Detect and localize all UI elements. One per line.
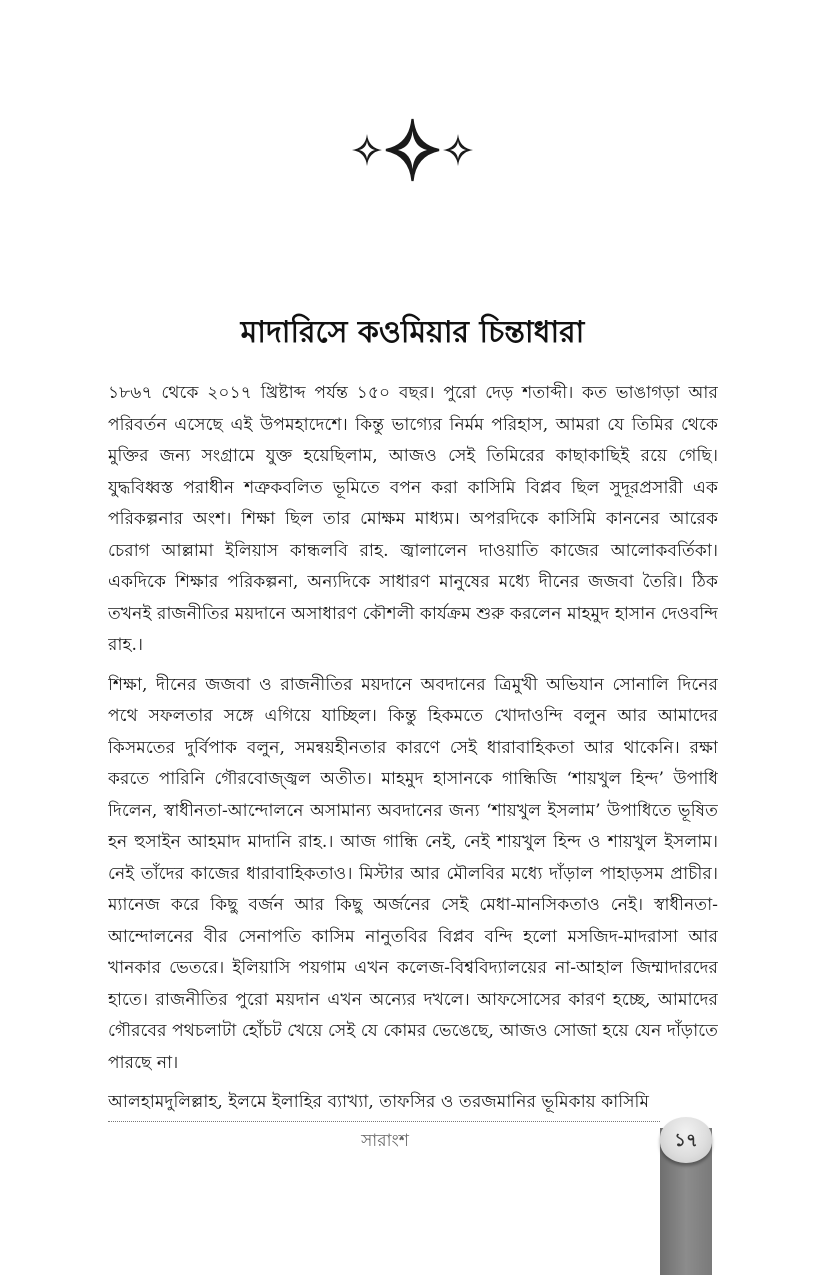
footer-divider <box>108 1121 660 1122</box>
chapter-title: মাদারিসে কওমিয়ার চিন্তাধারা <box>240 315 585 350</box>
page-number: ১৭ <box>674 1130 698 1151</box>
paragraph-3: আলহামদুলিল্লাহ, ইলমে ইলাহির ব্যাখ্যা, তাফসির ও তরজমানির ভূমিকায় কাসিমি <box>108 1092 650 1112</box>
paragraph-1: ১৮৬৭ থেকে ২০১৭ খ্রিষ্টাব্দ পর্যন্ত ১৫০ বছর। পুরো দেড় শতাব্দী। কত ভাঙাগড়া আর পরিবর্তন এসেছে এই উপমহাদেশে। কিন্তু ভাগ্যের নির্মম পরিহাস, আমরা যে তিমির থেকে মুক্তির জন্য সংগ্রামে যুক্ত হয়েছিলাম, আজও সেই তিমিরের কাছাকাছিই রয়ে গেছি। যুদ্ধবিধ্বস্ত পরাধীন শত্রুকবলিত ভূমিতে বপন করা কাসিমি বিপ্লব ছিল সুদূরপ্রসারী এক পরিকল্পনার অংশ। শিক্ষা ছিল তার মোক্ষম মাধ্যম। অপরদিকে কাসিমি কাননের আরেক চেরাগ আল্লামা ইলিয়াস কান্ধলবি রাহ. জ্বালালেন দাওয়াতি কাজের আলোকবর্তিকা। একদিকে শিক্ষার পরিকল্পনা, অন্যদিকে সাধারণ মানুষের মধ্যে দীনের জজবা তৈরি। ঠিক তখনই রাজনীতির ময়দানে অসাধারণ কৌশলী কার্যক্রম শুরু করলেন মাহমুদ হাসান দেওবন্দি রাহ.। <box>108 383 718 655</box>
running-footer-label: সারাংশ <box>361 1131 409 1151</box>
star-ornament-icon <box>345 115 480 185</box>
paragraph-2: শিক্ষা, দীনের জজবা ও রাজনীতির ময়দানে অবদানের ত্রিমুখী অভিযান সোনালি দিনের পথে সফলতার সঙ্গে এগিয়ে যাচ্ছিল। কিন্তু হিকমতে খোদাওন্দি বলুন আর আমাদের কিসমতের দুর্বিপাক বলুন, সমন্বয়হীনতার কারণে সেই ধারাবাহিকতা আর থাকেনি। রক্ষা করতে পারিনি গৌরবোজ্জ্বল অতীত। মাহমুদ হাসানকে গান্ধিজি ‘শায়খুল হিন্দ’ উপাধি দিলেন, স্বাধীনতা-আন্দোলনে অসামান্য অবদানের জন্য ‘শায়খুল ইসলাম’ উপাধিতে ভূষিত হন হুসাইন আহমাদ মাদানি রাহ.। আজ গান্ধি নেই, নেই শায়খুল হিন্দ ও শায়খুল ইসলাম। নেই তাঁদের কাজের ধারাবাহিকতাও। মিস্টার আর মৌলবির মধ্যে দাঁড়াল পাহাড়সম প্রাচীর। ম্যানেজ করে কিছু বর্জন আর কিছু অর্জনের সেই মেধা-মানসিকতাও নেই। স্বাধীনতা-আন্দোলনের বীর সেনাপতি কাসিম নানুতবির বিপ্লব বন্দি হলো মসজিদ-মাদরাসা আর খানকার ভেতরে। ইলিয়াসি পয়গাম এখন কলেজ-বিশ্ববিদ্যালয়ের না-আহাল জিম্মাদারদের হাতে। রাজনীতির পুরো ময়দান এখন অন্যের দখলে। আফসোসের কারণ হচ্ছে, আমাদের গৌরবের পথচলাটা হোঁচট খেয়ে সেই যে কোমর ভেঙেছে, আজও সোজা হয়ে যেন দাঁড়াতে পারছে না। <box>108 674 718 1073</box>
body-text <box>108 378 718 1124</box>
